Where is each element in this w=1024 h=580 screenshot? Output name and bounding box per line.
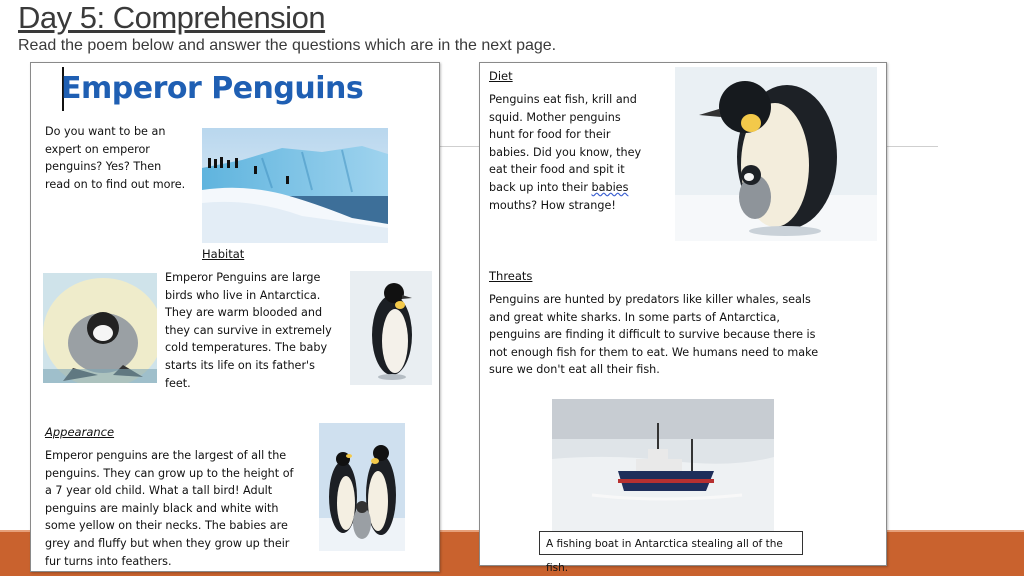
slide-subtitle: Read the poem below and answer the questions which are in the next page. — [18, 37, 557, 54]
diet-heading: Diet — [489, 69, 513, 83]
habitat-heading: Habitat — [202, 247, 245, 261]
divider-line — [440, 146, 480, 147]
appearance-text: Emperor penguins are the largest of all the penguins. They can grow up to the height of a 7 year old child. What a tall bird! Adult penguins are mainly black and white with some yellow on their necks. The babies are grey and fluffy but when they grow up their fur turns into feathers. — [45, 449, 294, 568]
threats-heading: Threats — [489, 269, 533, 283]
misspelled-word: babies — [591, 180, 629, 194]
boat-caption: A fishing boat in Antarctica stealing all of the fish. — [539, 531, 803, 555]
poster-title: Emperor Penguins — [61, 71, 364, 106]
right-page — [479, 62, 887, 574]
diet-text: Penguins eat fish, krill and squid. Mother penguins hunt for food for their babies. Did you know, they eat their food and spit it back up into their babies mouths? How strange! — [489, 93, 642, 212]
threats-text: Penguins are hunted by predators like killer whales, seals and great white sharks. In some parts of Antarctica, penguins are finding it difficult to survive because there is not enough fish for them to eat. We humans need to make sure we don't eat all their fish. — [489, 293, 819, 377]
iceberg-image — [202, 128, 388, 243]
intro-text: Do you want to be an expert on emperor penguins? Yes? Then read on to find out more. — [45, 125, 186, 191]
habitat-text: Emperor Penguins are large birds who live in Antarctica. They are warm blooded and they can survive in extremely cold temperatures. The baby starts its life on its father's feet. — [165, 271, 332, 390]
mother-and-chick-image — [675, 67, 877, 241]
appearance-heading: Appearance — [45, 425, 115, 439]
fishing-boat-image — [552, 399, 774, 531]
emperor-penguin-image — [350, 271, 432, 385]
penguin-chick-image — [43, 273, 157, 383]
penguin-family-image — [319, 423, 405, 551]
divider-line-right — [886, 146, 938, 147]
slide-title: Day 5: Comprehension — [18, 0, 326, 35]
left-page — [30, 62, 440, 572]
